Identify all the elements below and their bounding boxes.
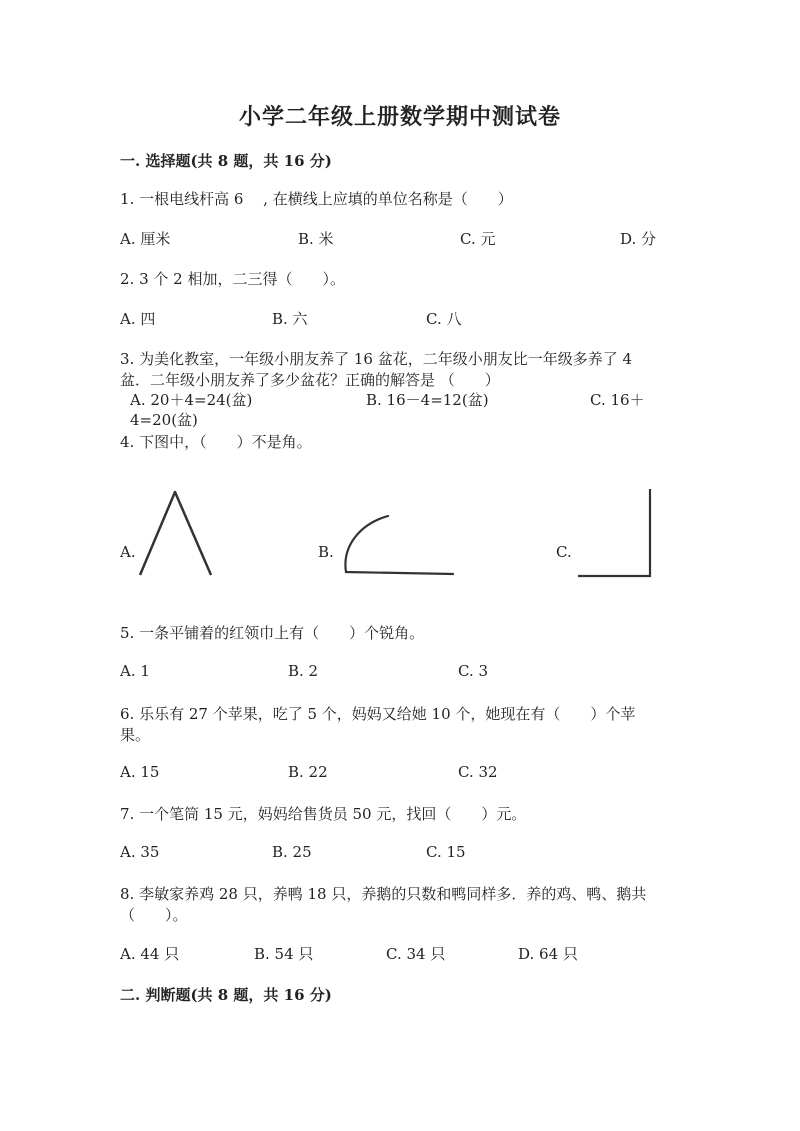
question-5: 5. 一条平铺着的红领巾上有（ ）个锐角。 bbox=[120, 624, 425, 642]
q1-option-a[interactable]: A. 厘米 bbox=[120, 230, 171, 248]
q2-option-b[interactable]: B. 六 bbox=[272, 310, 308, 328]
q7-option-b[interactable]: B. 25 bbox=[272, 843, 312, 861]
q2-option-c[interactable]: C. 八 bbox=[426, 310, 462, 328]
q5-option-c[interactable]: C. 3 bbox=[458, 662, 489, 680]
q5-option-b[interactable]: B. 2 bbox=[288, 662, 319, 680]
q6-option-c[interactable]: C. 32 bbox=[458, 763, 498, 781]
q4-option-b[interactable]: B. bbox=[318, 543, 334, 561]
figure-c-right-angle bbox=[574, 486, 656, 581]
q1-option-c[interactable]: C. 元 bbox=[460, 230, 496, 248]
q4-option-a[interactable]: A. bbox=[120, 543, 136, 561]
q1-option-b[interactable]: B. 米 bbox=[298, 230, 334, 248]
q3-option-c[interactable]: C. 16＋ bbox=[590, 391, 645, 409]
q1-option-d[interactable]: D. 分 bbox=[620, 230, 657, 248]
q7-option-a[interactable]: A. 35 bbox=[120, 843, 160, 861]
q6-option-a[interactable]: A. 15 bbox=[120, 763, 160, 781]
figure-a-angle bbox=[135, 485, 220, 580]
figure-a-lines bbox=[140, 492, 211, 575]
question-6-line-1: 6. 乐乐有 27 个苹果，吃了 5 个，妈妈又给她 10 个，她现在有（ ）个苹 bbox=[120, 705, 636, 723]
question-8-line-2: （ ）。 bbox=[120, 906, 188, 924]
question-1: 1. 一根电线杆高 6 , 在横线上应填的单位名称是（ ） bbox=[120, 190, 513, 208]
q8-option-b[interactable]: B. 54 只 bbox=[254, 945, 314, 963]
q5-option-a[interactable]: A. 1 bbox=[120, 662, 150, 680]
q2-option-a[interactable]: A. 四 bbox=[120, 310, 156, 328]
question-4: 4. 下图中，（ ）不是角。 bbox=[120, 433, 312, 451]
question-2: 2. 3 个 2 相加，二三得（ ）。 bbox=[120, 270, 345, 288]
q8-option-a[interactable]: A. 44 只 bbox=[120, 945, 180, 963]
q4-option-c[interactable]: C. bbox=[556, 543, 572, 561]
page-title: 小学二年级上册数学期中测试卷 bbox=[238, 104, 561, 130]
figure-b-path bbox=[345, 516, 453, 574]
q3-option-b[interactable]: B. 16－4=12(盆) bbox=[366, 391, 489, 409]
question-8-line-1: 8. 李敏家养鸡 28 只，养鸭 18 只，养鹅的只数和鸭同样多．养的鸡、鸭、鹅共 bbox=[120, 885, 647, 903]
q8-option-c[interactable]: C. 34 只 bbox=[386, 945, 446, 963]
q6-option-b[interactable]: B. 22 bbox=[288, 763, 328, 781]
figure-c-lines bbox=[578, 489, 650, 576]
question-3-line-2: 盆．二年级小朋友养了多少盆花？正确的解答是 （ ） bbox=[120, 371, 500, 389]
q7-option-c[interactable]: C. 15 bbox=[426, 843, 466, 861]
question-6-line-2: 果。 bbox=[120, 726, 151, 744]
q3-option-c-continued: 4=20(盆) bbox=[130, 411, 198, 429]
section-heading-choice: 一. 选择题(共 8 题，共 16 分) bbox=[120, 152, 332, 170]
q8-option-d[interactable]: D. 64 只 bbox=[518, 945, 578, 963]
question-7: 7. 一个笔筒 15 元，妈妈给售货员 50 元，找回（ ）元。 bbox=[120, 805, 527, 823]
q3-option-a[interactable]: A. 20＋4=24(盆) bbox=[130, 391, 253, 409]
figure-b-curve bbox=[338, 512, 458, 580]
question-3-line-1: 3. 为美化教室，一年级小朋友养了 16 盆花，二年级小朋友比一年级多养了 4 bbox=[120, 350, 633, 368]
section-heading-true-false: 二. 判断题(共 8 题，共 16 分) bbox=[120, 986, 332, 1004]
